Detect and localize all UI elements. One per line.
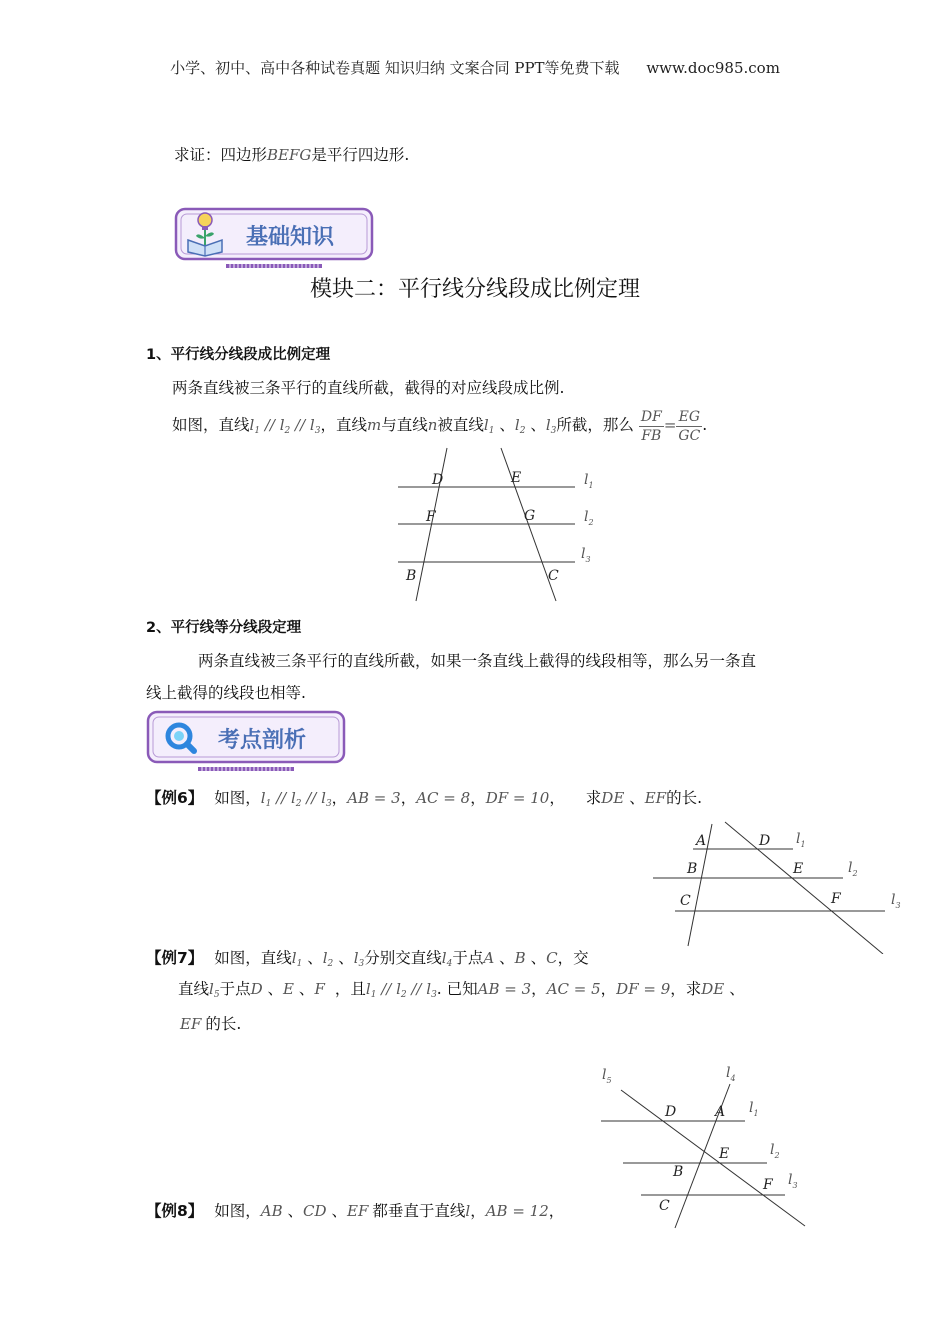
section1-line1: 两条直线被三条平行的直线所截，截得的对应线段成比例. xyxy=(172,379,565,397)
fig1-label-C: C xyxy=(548,568,559,584)
badge-analysis-frame xyxy=(146,709,346,773)
badge-basics-label: 基础知识 xyxy=(246,225,335,250)
fig1-l2: $l_2$ xyxy=(584,509,594,527)
parallel-l1-l2-l3: $l_1 // l_2 // l_3$ xyxy=(249,416,321,436)
badge-basics-frame xyxy=(174,206,374,270)
section2-heading: 2、平行线等分线段定理 xyxy=(146,620,302,636)
fraction-df-fb: $\frac{DF}{FB}$ xyxy=(640,408,662,444)
example7-line1: 【例7】 如图，直线$l_1$ 、$l_2$ 、$l_3$分别交直线$l_4$于点A 、B 、C，交 xyxy=(146,949,589,969)
svg-text:l3: $l_3$ xyxy=(891,892,901,910)
svg-text:l5: $l_5$ xyxy=(602,1067,612,1085)
header-url[interactable]: www.doc985.com xyxy=(646,59,780,77)
fig1-label-F: F xyxy=(426,509,436,525)
fig2-label-B: B xyxy=(687,861,698,877)
fig1-label-B: B xyxy=(406,568,417,584)
svg-text:l4: $l_4$ xyxy=(726,1065,736,1083)
figure-1 xyxy=(390,445,610,605)
example7-line3: EF 的长. xyxy=(180,1015,242,1033)
proof-suffix: 是平行四边形. xyxy=(311,146,410,164)
fraction-eg-gc: $\frac{EG}{GC}$ xyxy=(678,408,701,444)
fig3-label-A: A xyxy=(715,1104,726,1120)
fig3-label-E: E xyxy=(719,1146,730,1162)
ex8-tag: 【例8】 xyxy=(146,1202,204,1220)
svg-text:l1: $l_1$ xyxy=(749,1100,759,1118)
badge-basics xyxy=(174,206,374,270)
badge-analysis xyxy=(146,709,346,773)
fig2-label-C: C xyxy=(680,893,691,909)
fig2-label-F: F xyxy=(831,891,841,907)
fig2-label-D: D xyxy=(759,833,771,849)
svg-text:l1: $l_1$ xyxy=(796,831,806,849)
fig1-l1: $l_1$ xyxy=(584,472,594,490)
module-title: 模块二：平行线分线段成比例定理 xyxy=(309,277,640,302)
proof-var: BEFG xyxy=(267,146,312,164)
fig2-label-A: A xyxy=(696,833,707,849)
fig1-label-D: D xyxy=(432,472,444,488)
section2-line2: 线上截得的线段也相等. xyxy=(146,684,306,702)
fig1-label-E: E xyxy=(511,470,522,486)
section1-heading: 1、平行线分线段成比例定理 xyxy=(146,347,331,363)
ex7-tag: 【例7】 xyxy=(146,949,204,967)
fig1-label-G: G xyxy=(524,508,536,524)
example7-line2: 直线$l_5$于点D 、E 、F ，且$l_1 // l_2 // l_3$. 已知AB = 3，AC = 5，DF = 9，求DE 、 xyxy=(178,980,745,1000)
fig1-l3: $l_3$ xyxy=(581,546,591,564)
fig2-label-E: E xyxy=(793,861,804,877)
example6: 【例6】 如图，$l_1 // l_2 // l_3$，AB = 3，AC = 8，DF = 10， 求DE 、EF的长. xyxy=(146,789,703,809)
svg-text:l3: $l_3$ xyxy=(788,1172,798,1190)
figure-3 xyxy=(595,1062,815,1234)
svg-text:l2: $l_2$ xyxy=(848,860,858,878)
section1-line2: 如图，直线$l_1 // l_2 // l_3$，直线m与直线n被直线$l_1$ 、$l_2$ 、$l_3$所截，那么 $\frac{DF}{FB}$ = $\frac{EG}{GC}$ . xyxy=(172,408,708,444)
example8: 【例8】 如图，AB 、CD 、EF 都垂直于直线l，AB = 12， xyxy=(146,1202,565,1220)
svg-text:l2: $l_2$ xyxy=(770,1142,780,1160)
ex6-tag: 【例6】 xyxy=(146,789,204,807)
fig3-label-D: D xyxy=(665,1104,677,1120)
badge-analysis-label: 考点剖析 xyxy=(218,728,307,753)
fig3-label-C: C xyxy=(659,1198,670,1214)
header-text: 小学、初中、高中各种试卷真题 知识归纳 文案合同 PPT等免费下载 xyxy=(170,59,620,77)
figure-2 xyxy=(645,812,910,954)
section2-line1: 两条直线被三条平行的直线所截，如果一条直线上截得的线段相等，那么另一条直 xyxy=(198,652,757,670)
fig3-label-B: B xyxy=(673,1164,684,1180)
fig3-label-F: F xyxy=(763,1177,773,1193)
proof-prefix: 求证：四边形 xyxy=(174,146,268,164)
page-header xyxy=(0,57,950,78)
proof-statement xyxy=(174,143,409,165)
